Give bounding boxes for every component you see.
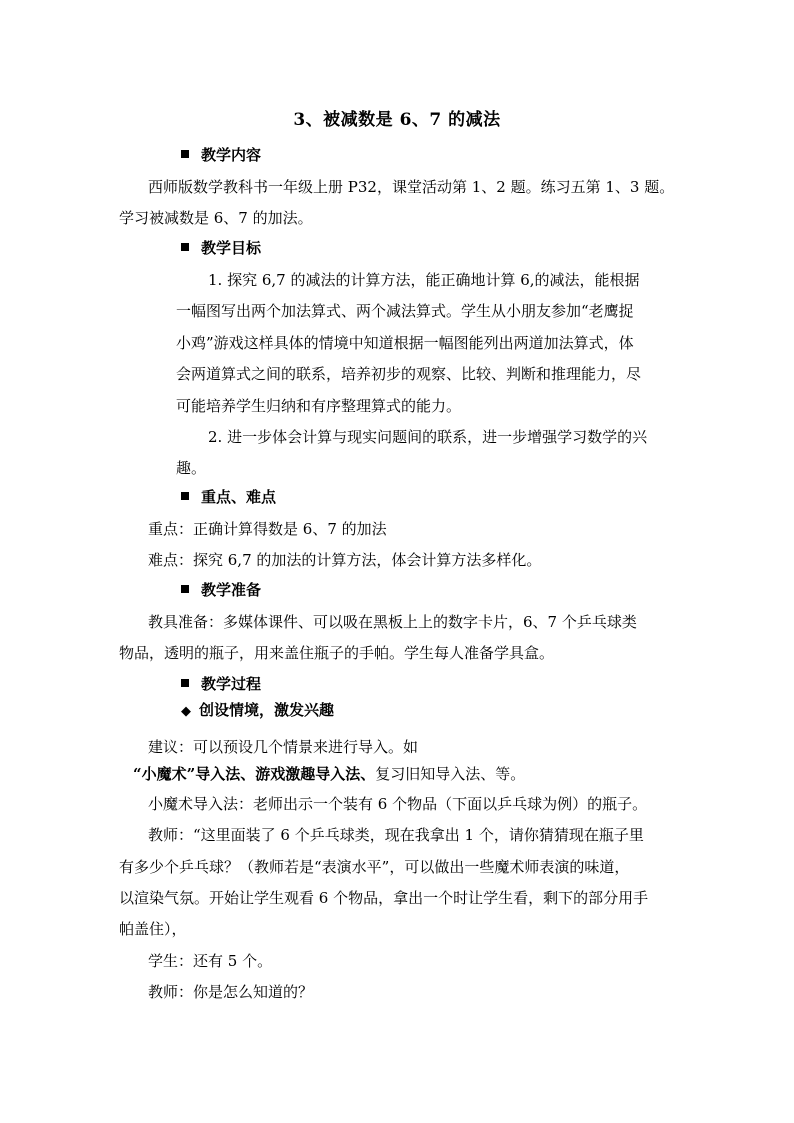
text-line: 帕盖住）， xyxy=(119,920,187,938)
square-bullet-icon xyxy=(181,492,189,500)
method-magic: “小魔术”导入法、 xyxy=(133,765,256,783)
heading-goals: 教学目标 xyxy=(181,238,261,258)
text-line: 小魔术导入法：老师出示一个装有 6 个物品（下面以乒乓球为例）的瓶子。 xyxy=(148,795,648,813)
method-review: 复习旧知导入法、等。 xyxy=(375,765,526,783)
text-line: 建议：可以预设几个情景来进行导入。如 xyxy=(148,738,419,756)
heading-preparation: 教学准备 xyxy=(181,580,261,600)
text-line: 趣。 xyxy=(176,459,207,477)
text-line: 西师版数学教科书一年级上册 P32，课堂活动第 1、2 题。练习五第 1、3 题。 xyxy=(148,178,675,196)
heading-content: 教学内容 xyxy=(181,145,261,165)
text-line: 重点：正确计算得数是 6、7 的加法 xyxy=(148,520,387,538)
sub-heading: ◆ 创设情境，激发兴趣 xyxy=(181,700,334,722)
method-game: 游戏激趣导入法、 xyxy=(255,765,376,783)
text-line: 1. 探究 6,7 的减法的计算方法，能正确地计算 6,的减法，能根据 xyxy=(208,271,640,289)
text-line: 2. 进一步体会计算与现实问题间的联系，进一步增强学习数学的兴 xyxy=(208,428,648,446)
heading-key-points: 重点、难点 xyxy=(181,487,276,507)
text-line: 难点：探究 6,7 的加法的计算方法，体会计算方法多样化。 xyxy=(148,551,542,569)
square-bullet-icon xyxy=(181,150,189,158)
diamond-bullet-icon: ◆ xyxy=(181,704,191,719)
page-title: 3、被减数是 6、7 的减法 xyxy=(293,110,501,130)
heading-process: 教学过程 xyxy=(181,674,261,694)
text-line: 小鸡”游戏这样具体的情境中知道根据一幅图能列出两道加法算式，体 xyxy=(176,334,634,352)
text-line: 学习被减数是 6、7 的加法。 xyxy=(119,209,313,227)
text-line: 教师：“这里面装了 6 个乒乓球类，现在我拿出 1 个，请你猜猜现在瓶子里 xyxy=(148,826,644,844)
text-line: 会两道算式之间的联系，培养初步的观察、比较、判断和推理能力，尽 xyxy=(176,365,642,383)
text-line: 以渲染气氛。开始让学生观看 6 个物品，拿出一个时让学生看，剩下的部分用手 xyxy=(119,889,649,907)
text-line: 学生：还有 5 个。 xyxy=(148,952,273,970)
square-bullet-icon xyxy=(181,585,189,593)
text-line: 教具准备：多媒体课件、可以吸在黑板上上的数字卡片，6、7 个乒乓球类 xyxy=(148,613,637,631)
text-line: 可能培养学生归纳和有序整理算式的能力。 xyxy=(176,397,462,415)
text-line: 教师：你是怎么知道的？ xyxy=(148,983,314,1001)
text-line: 有多少个乒乓球？（教师若是“表演水平”，可以做出一些魔术师表演的味道， xyxy=(119,858,630,876)
text-line: 一幅图写出两个加法算式、两个减法算式。学生从小朋友参加“老鹰捉 xyxy=(176,302,634,320)
square-bullet-icon xyxy=(181,679,189,687)
square-bullet-icon xyxy=(181,243,189,251)
text-line: 物品，透明的瓶子，用来盖住瓶子的手帕。学生每人准备学具盒。 xyxy=(119,644,555,662)
methods-line xyxy=(133,764,525,784)
